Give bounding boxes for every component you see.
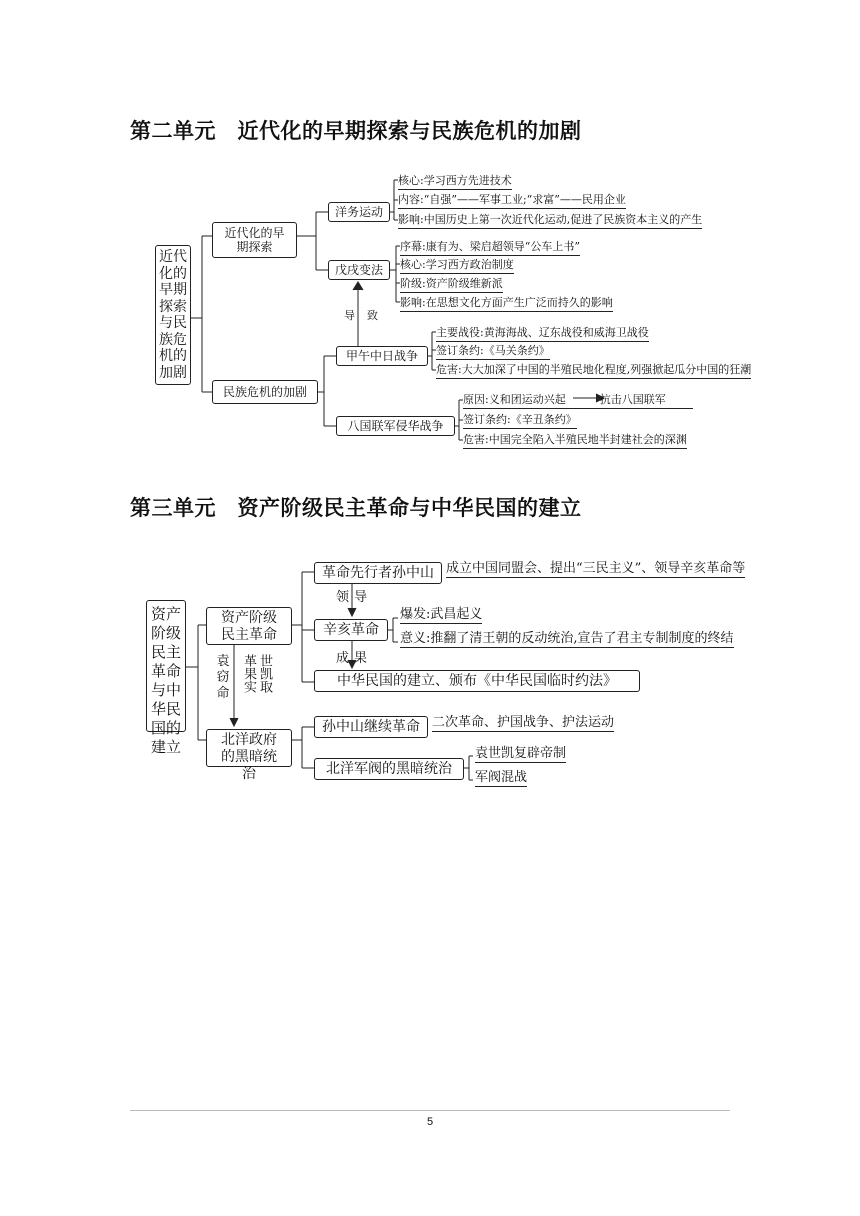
branch-early-exploration-text: 近代化的早期探索 (224, 226, 285, 254)
continue-revolution-note: 二次革命、护国战争、护法运动 (432, 711, 614, 732)
node-wuxu-text: 戊戌变法 (334, 263, 383, 277)
node-xinhai (314, 619, 388, 641)
section2-root-text: 资产阶级民主革命与中华民国的建立 (151, 605, 182, 756)
xinhai-item-1: 爆发:武昌起义 (400, 603, 482, 624)
yangwu-item-3: 影响:中国历史上第一次近代化运动,促进了民族资本主义的产生 (398, 211, 702, 229)
xinhai-item-2: 意义:推翻了清王朝的反动统治,宣告了君主专制制度的终结 (400, 627, 734, 648)
section2-title: 第三单元 资产阶级民主革命与中华民国的建立 (130, 496, 582, 520)
node-continue-revolution (314, 716, 428, 738)
yuan-label-left (216, 654, 230, 702)
node-roc-founding (314, 670, 640, 692)
wuxu-item-3: 阶级:资产阶级维新派 (400, 275, 503, 293)
jiawu-item-1: 主要战役:黄海海战、辽东战役和威海卫战役 (436, 324, 649, 342)
yuan-label-left-text: 袁窃命 (216, 654, 230, 701)
section2-root-col1 (151, 605, 182, 757)
sun-yatsen-note: 成立中国同盟会、提出“三民主义”、领导辛亥革命等 (446, 557, 745, 578)
section2-root-box (146, 600, 186, 756)
node-warlord-rule-text: 北洋军阀的黑暗统治 (326, 761, 452, 777)
branch-national-crisis-text: 民族危机的加剧 (222, 385, 307, 399)
node-roc-founding-text: 中华民国的建立、颁布《中华民国临时约法》 (337, 673, 617, 689)
node-sun-yatsen-text: 革命先行者孙中山 (322, 565, 434, 581)
jiawu-item-3: 危害:大大加深了中国的半殖民地化程度,列强掀起瓜分中国的狂潮 (436, 361, 751, 379)
branch-beiyang-rule (206, 729, 292, 782)
section1-title: 第二单元 近代化的早期探索与民族危机的加剧 (130, 119, 582, 143)
page-number: 5 (426, 1116, 434, 1128)
branch-democratic-revolution-text: 资产阶级民主革命 (221, 610, 277, 643)
branch-democratic-revolution (206, 607, 292, 645)
node-xinhai-text: 辛亥革命 (323, 622, 379, 638)
wuxu-item-4: 影响:在思想文化方面产生广泛而持久的影响 (400, 294, 613, 312)
yuan-label-right (240, 654, 272, 704)
jiawu-item-2: 签订条约:《马关条约》 (436, 342, 550, 360)
node-continue-revolution-text: 孙中山继续革命 (322, 719, 420, 735)
label-lead: 领导 (336, 590, 373, 605)
label-result: 成果 (336, 651, 373, 666)
yangwu-item-1: 核心:学习西方先进技术 (398, 172, 512, 190)
warlord-item-2: 军阀混战 (475, 766, 527, 787)
node-warlord-rule (314, 758, 464, 780)
footer-divider (130, 1110, 730, 1111)
baguo-item-3: 危害:中国完全陷入半殖民地半封建社会的深渊 (463, 431, 687, 449)
wuxu-item-1: 序幕:康有为、梁启超领导“公车上书” (400, 238, 580, 256)
yuan-label-right-text: 世凯取革果实 (241, 654, 272, 693)
yangwu-item-2: 内容:“自强”——军事工业;“求富”——民用企业 (398, 191, 626, 209)
baguo-reason-text: 原因:义和团运动兴起 (463, 393, 566, 406)
node-yangwu-text: 洋务运动 (334, 205, 383, 219)
warlord-item-1: 袁世凯复辟帝制 (475, 742, 566, 763)
link-label-daozhi: 导致 (344, 309, 390, 322)
branch-beiyang-rule-text: 北洋政府的黑暗统治 (221, 732, 277, 782)
baguo-item-2: 签订条约:《辛丑条约》 (463, 411, 577, 429)
node-jiawu-text: 甲午中日战争 (345, 349, 418, 363)
node-baguo-text: 八国联军侵华战争 (347, 419, 444, 433)
baguo-reason-result: 抗击八国联军 (599, 393, 666, 406)
node-sun-yatsen (314, 562, 442, 584)
wuxu-item-2: 核心:学习西方政治制度 (400, 256, 514, 274)
section1-root-text: 近代化的早期探索与民族危机的加剧 (159, 249, 187, 381)
